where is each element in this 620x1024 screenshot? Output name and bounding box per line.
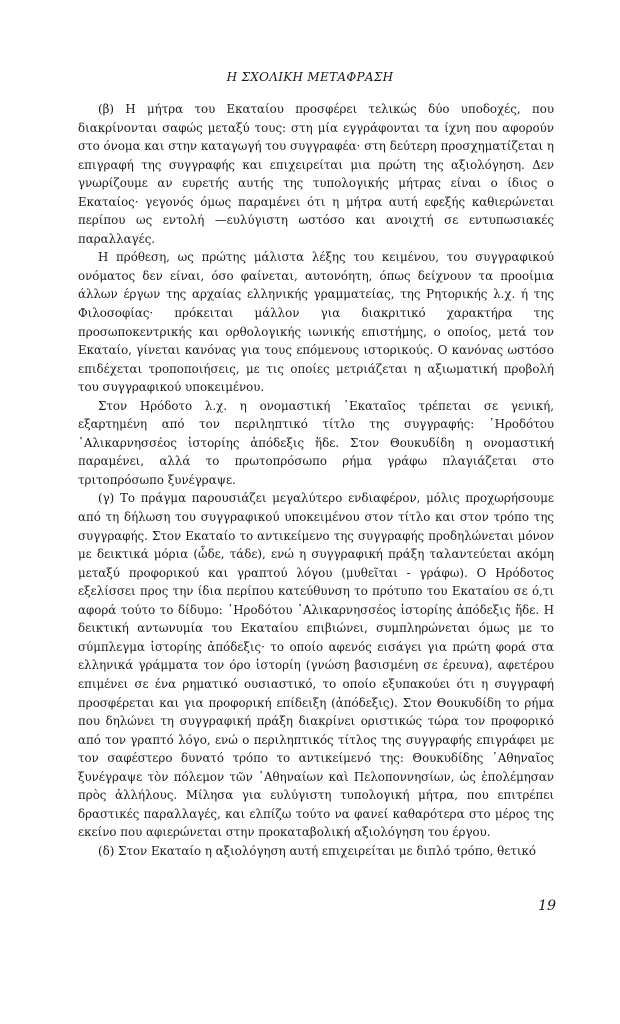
paragraph: Στον Ηρόδοτο λ.χ. η ονομαστική ᾿Εκαταῖος τρέπεται σε γενική, εξαρτημένη από τον περιληπτικό τίτλο της συγγραφής: ῾Ηροδότου ᾿Αλικαρνησσέος ἱστορίης ἀπόδεξις ἥδε. Στον Θουκυδίδη η ονομαστική παραμένει, αλλά το πρωτοπρόσωπο ρήμα γράφω πλαγιάζεται στο τριτοπρόσωπο ξυνέγραψε. (78, 398, 554, 487)
paragraph: Η πρόθεση, ως πρώτης μάλιστα λέξης του κειμένου, του συγγραφικού ονόματος δεν είναι, όσο φαίνεται, αυτονόητη, όπως δείχνουν τα προοίμια άλλων έργων της αρχαίας ελληνικής γραμματείας, της Ρητορικής λ.χ. ή της Φιλοσοφίας· πρόκειται μάλλον για διακριτικό χαρακτήρα της προσωποκεντρικής και ορθολογικής ιωνικής επιστήμης, ο οποίος, μετά τον Εκαταίο, γίνεται κανόνας για τους επόμενους ιστορικούς. Ο κανόνας ωστόσο επιδέχεται τροποποιήσεις, με τις οποίες μετριάζεται η αξιωματική προβολή του συγγραφικού υποκειμένου. (78, 250, 554, 395)
body-text (78, 100, 554, 860)
paragraph: (β) Η μήτρα του Εκαταίου προσφέρει τελικώς δύο υποδοχές, που διακρίνονται σαφώς μεταξύ τους: στη μία εγγράφονται τα ίχνη που αφορούν στο όνομα και στην καταγωγή του συγγραφέα· στη δεύτερη προσχηματίζεται η επιγραφή της συγγραφής και επιχειρείται μια πρώτη της αξιολόγηση. Δεν γνωρίζουμε αν ευρετής αυτής της τυπολογικής μήτρας είναι ο ίδιος ο Εκαταίος· γεγονός όμως παραμένει ότι η μήτρα αυτή εφεξής καθιερώνεται περίπου ως εντολή —ευλύγιστη ωστόσο και ανοιχτή σε εντυπωσιακές παραλλαγές. (78, 102, 554, 246)
page-number: 19 (538, 898, 556, 914)
running-header: Η ΣΧΟΛΙΚΗ ΜΕΤΑΦΡΑΣΗ (226, 70, 394, 84)
paragraph: (δ) Στον Εκαταίο η αξιολόγηση αυτή επιχειρείται με διπλό τρόπο, θετικό (98, 843, 536, 858)
paragraph: (γ) Το πράγμα παρουσιάζει μεγαλύτερο ενδιαφέρον, μόλις προχωρήσουμε από τη δήλωση του συγγραφικού υποκειμένου στον τίτλο και στον τρόπο της συγγραφής. Στον Εκαταίο το αντικείμενο της συγγραφής προδηλώνεται μόνον με δεικτικά μόρια (ὧδε, τάδε), ενώ η συγγραφική πράξη ταλαντεύεται ακόμη μεταξύ προφορικού και γραπτού λόγου (μυθεῖται - γράφω). Ο Ηρόδοτος εξελίσσει προς την ίδια περίπου κατεύθυνση το πρότυπο του Εκαταίου σε ό,τι αφορά τούτο το δίδυμο: ῾Ηροδότου ᾿Αλικαρνησσέος ἱστορίης ἀπόδεξις ἥδε. Η δεικτική αντωνυμία του Εκαταίου επιβιώνει, συμπληρώνεται όμως με το σύμπλεγμα ἱστορίης ἀπόδεξις· το οποίο αφενός εισάγει για πρώτη φορά στα ελληνικά γράμματα τον όρο ἱστορίη (γνώση βασισμένη σε έρευνα), αφετέρου επιμένει σε ένα ρηματικό ουσιαστικό, το οποίο εξυπακούει ότι η συγγραφή προσφέρεται και για προφορική επίδειξη (ἀπόδεξις). Στον Θουκυδίδη το ρήμα που δηλώνει τη συγγραφική πράξη διακρίνει οριστικώς τώρα τον προφορικό από τον γραπτό λόγο, ενώ ο περιληπτικός τίτλος της συγγραφής επιγράφει με τον σαφέστερο δυνατό τρόπο το αντικείμενό της: Θουκυδίδης ᾿Αθηναῖος ξυνέγραψε τὸν πόλεμον τῶν ᾿Αθηναίων καὶ Πελοποννησίων, ὡς ἐπολέμησαν πρὸς ἀλλήλους. Μίλησα για ευλύγιστη τυπολογική μήτρα, που επιτρέπει δραστικές παραλλαγές, και ελπίζω τούτο να φανεί καθαρότερα στο μέρος της εκείνο που αφιερώνεται στην προκαταβολική αξιολόγηση του έργου. (78, 491, 554, 840)
